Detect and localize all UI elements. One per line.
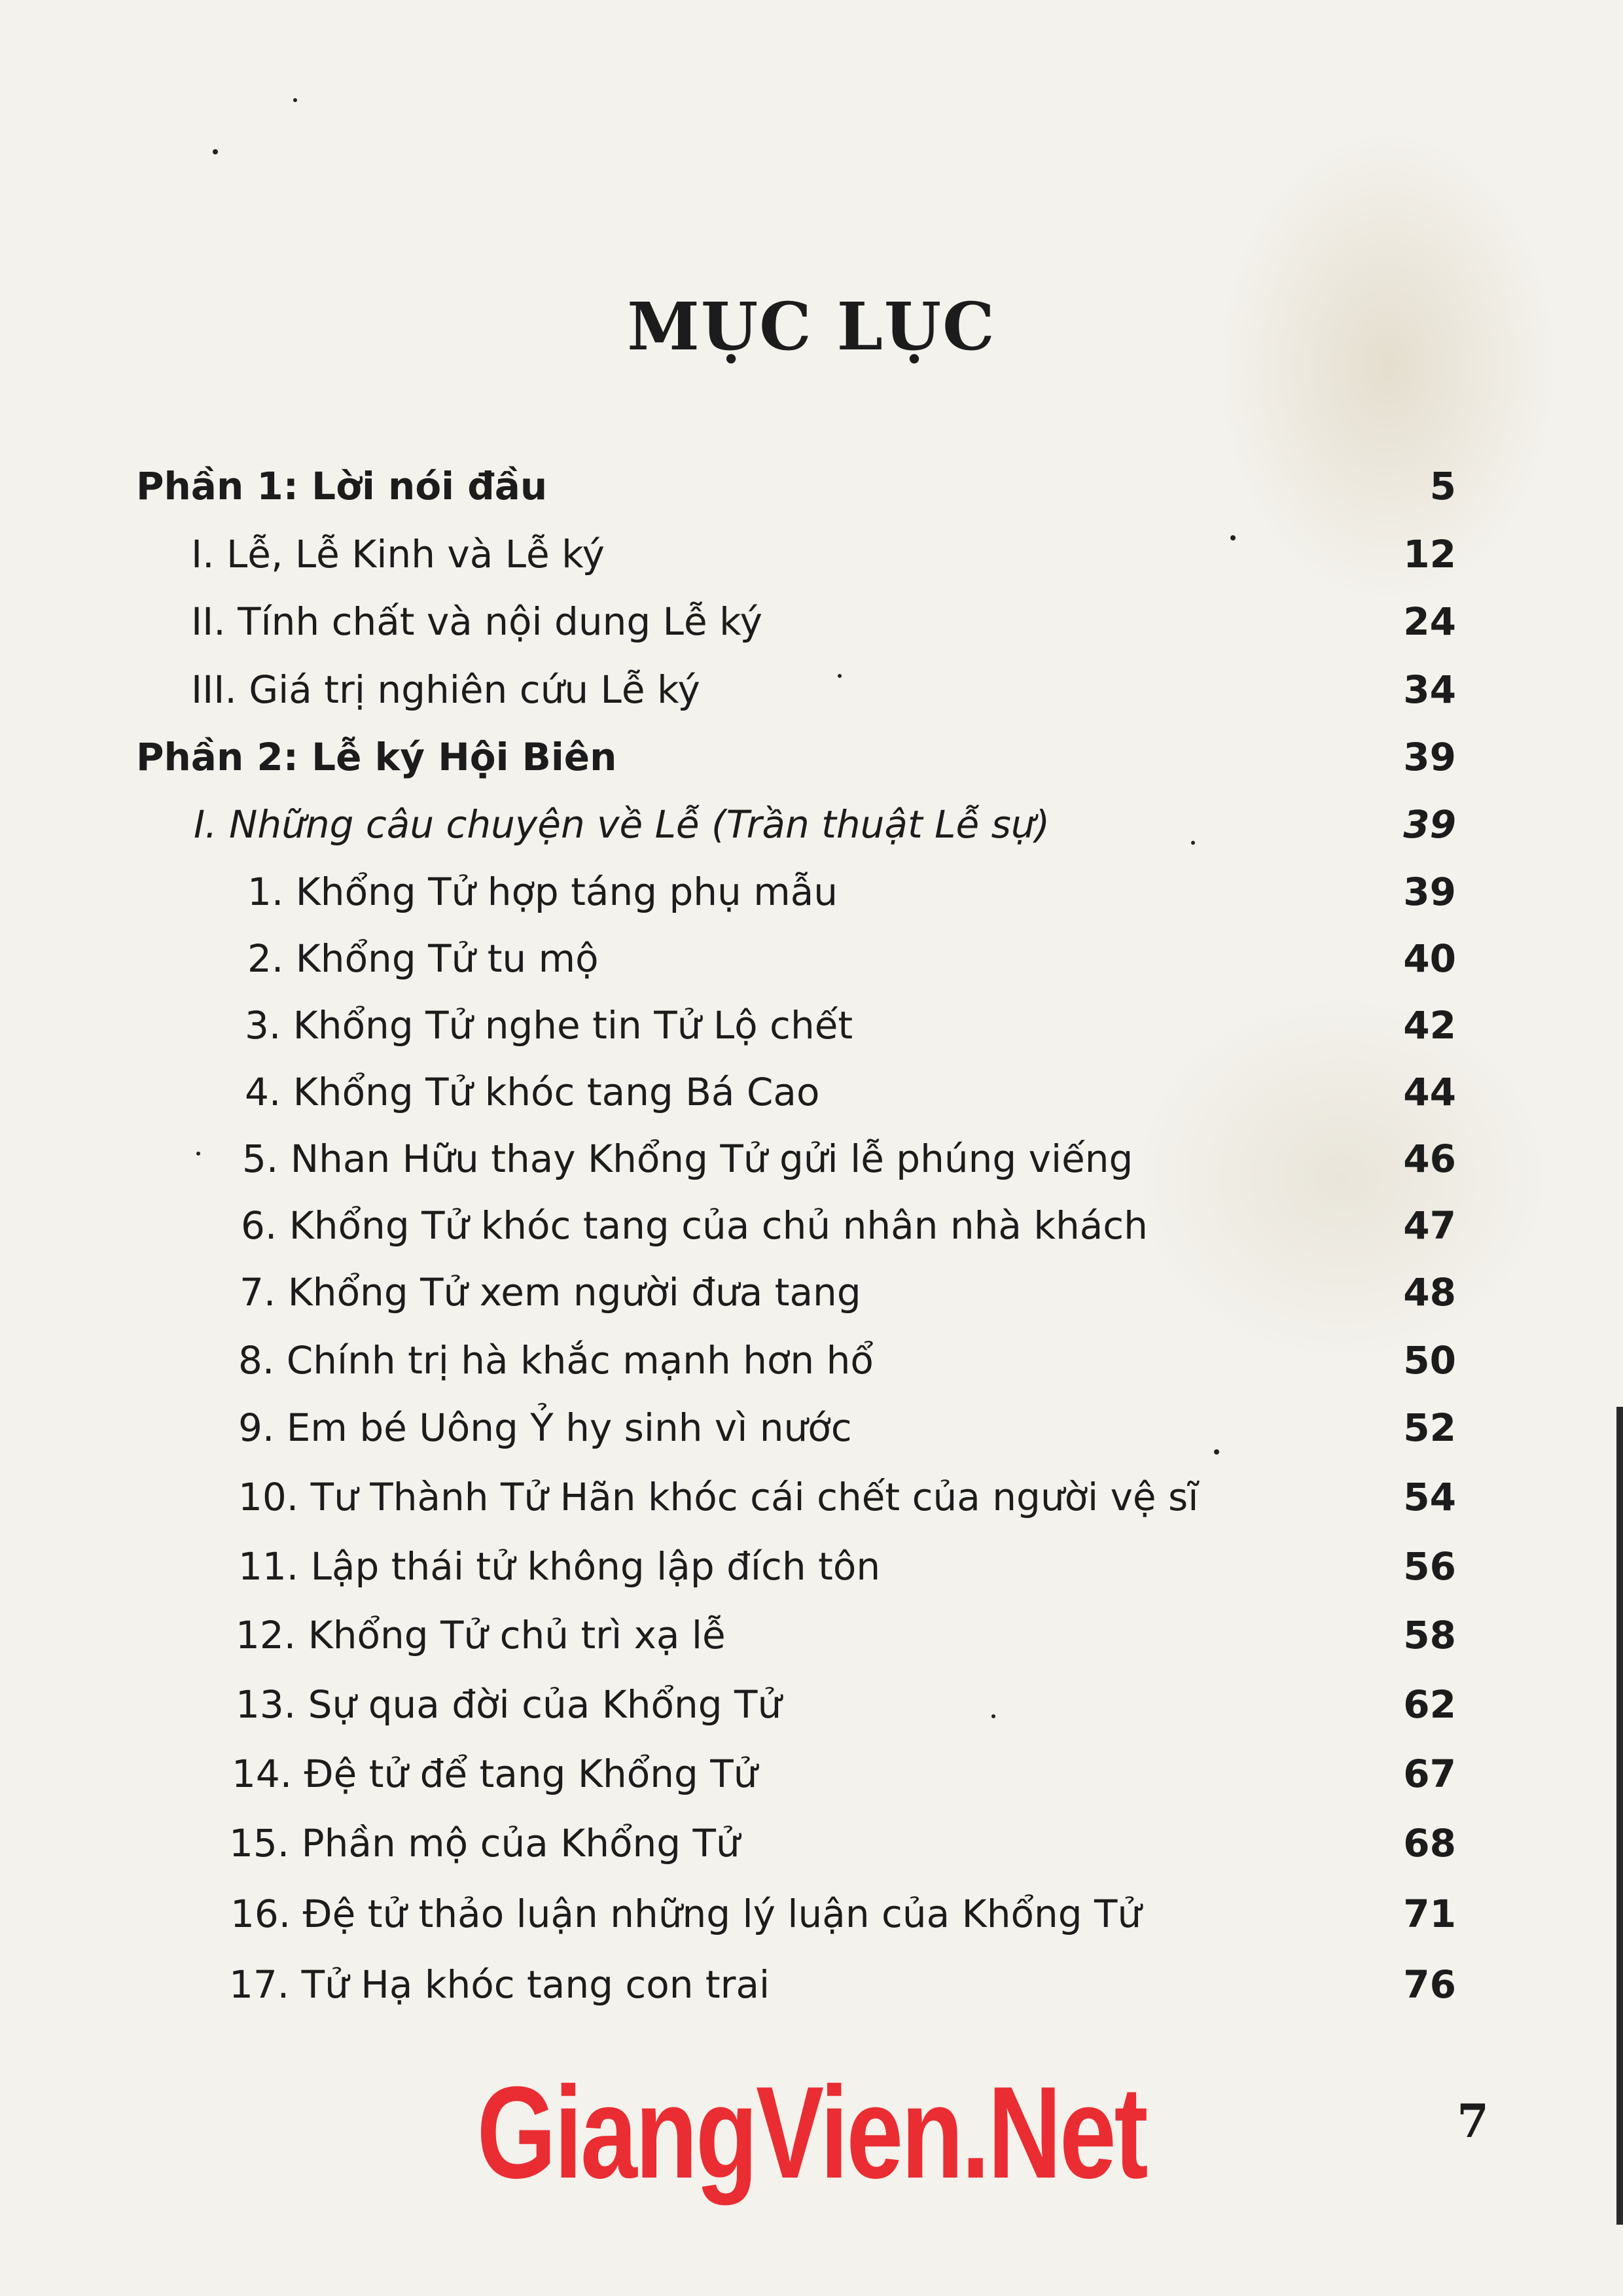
toc-entry-page: 54 — [1403, 1475, 1456, 1519]
toc-entry-label: III. Giá trị nghiên cứu Lễ ký — [191, 667, 700, 712]
toc-entry-label: 9. Em bé Uông Ỷ hy sinh vì nước — [238, 1405, 852, 1450]
toc-entry-label: Phần 1: Lời nói đầu — [136, 464, 548, 508]
toc-entry-section-3 — [0, 656, 1623, 724]
toc-entry-part-1 — [0, 452, 1623, 520]
toc-entry-label: 2. Khổng Tử tu mộ — [247, 936, 599, 981]
toc-entry-label: I. Lễ, Lễ Kinh và Lễ ký — [191, 532, 605, 576]
toc-entry-item-2 — [0, 925, 1623, 993]
toc-entry-page: 24 — [1403, 599, 1456, 644]
toc-entry-item-1 — [0, 858, 1623, 926]
toc-entry-page: 58 — [1403, 1613, 1456, 1657]
toc-entry-item-5 — [0, 1125, 1623, 1193]
scan-speck — [1214, 1449, 1219, 1455]
toc-entry-page: 50 — [1403, 1338, 1456, 1383]
toc-entry-label: 1. Khổng Tử hợp táng phụ mẫu — [247, 870, 838, 914]
toc-entry-item-13 — [0, 1670, 1623, 1739]
toc-entry-label: 6. Khổng Tử khóc tang của chủ nhân nhà khách — [241, 1203, 1148, 1248]
toc-entry-label: 17. Tử Hạ khóc tang con trai — [229, 1962, 770, 2007]
toc-entry-item-8 — [0, 1326, 1623, 1394]
toc-entry-page: 34 — [1403, 667, 1456, 712]
toc-entry-label: 13. Sự qua đời của Khổng Tử — [236, 1682, 782, 1727]
toc-entry-page: 76 — [1403, 1962, 1456, 2007]
toc-entry-label: 4. Khổng Tử khóc tang Bá Cao — [245, 1070, 820, 1114]
toc-entry-label: 15. Phần mộ của Khổng Tử — [229, 1821, 740, 1865]
scan-speck — [991, 1714, 995, 1718]
toc-entry-page: 56 — [1403, 1544, 1456, 1589]
toc-entry-page: 62 — [1403, 1682, 1456, 1727]
toc-entry-label: 8. Chính trị hà khắc mạnh hơn hổ — [238, 1338, 874, 1383]
scan-speck — [1191, 841, 1195, 845]
scan-speck — [293, 98, 297, 102]
toc-entry-page: 5 — [1429, 464, 1456, 508]
toc-entry-item-17 — [0, 1951, 1623, 2019]
toc-entry-item-12 — [0, 1601, 1623, 1669]
toc-entry-section-1 — [0, 520, 1623, 588]
scan-speck — [196, 1152, 200, 1156]
watermark-logo: GiangVien.Net — [476, 2060, 1147, 2206]
toc-entry-page: 67 — [1403, 1752, 1456, 1796]
toc-entry-part-2 — [0, 723, 1623, 791]
toc-entry-page: 12 — [1403, 532, 1456, 576]
toc-entry-chapter-1 — [0, 790, 1623, 858]
toc-entry-item-15 — [0, 1809, 1623, 1877]
toc-entry-label: 10. Tư Thành Tử Hãn khóc cái chết của người vệ sĩ — [238, 1475, 1199, 1519]
toc-entry-page: 39 — [1403, 870, 1456, 914]
toc-entry-item-7 — [0, 1258, 1623, 1326]
page-number: 7 — [1457, 2094, 1489, 2148]
toc-entry-page: 52 — [1403, 1405, 1456, 1450]
scan-speck — [213, 149, 218, 154]
toc-entry-label: 16. Đệ tử thảo luận những lý luận của Khổng Tử — [230, 1892, 1142, 1936]
toc-entry-page: 47 — [1403, 1203, 1456, 1248]
toc-entry-label: 12. Khổng Tử chủ trì xạ lễ — [236, 1613, 726, 1657]
toc-entry-page: 42 — [1403, 1003, 1456, 1048]
toc-entry-label: II. Tính chất và nội dung Lễ ký — [191, 599, 762, 644]
toc-entry-section-2 — [0, 588, 1623, 656]
toc-entry-label: 7. Khổng Tử xem người đưa tang — [240, 1270, 861, 1315]
toc-entry-page: 44 — [1403, 1070, 1456, 1114]
toc-entry-item-11 — [0, 1532, 1623, 1600]
toc-entry-label: 11. Lập thái tử không lập đích tôn — [238, 1544, 881, 1589]
toc-entry-item-4 — [0, 1058, 1623, 1126]
toc-entry-page: 48 — [1403, 1270, 1456, 1315]
toc-entry-label: 14. Đệ tử để tang Khổng Tử — [232, 1752, 758, 1796]
toc-entry-label: 3. Khổng Tử nghe tin Tử Lộ chết — [245, 1003, 853, 1048]
toc-entry-item-9 — [0, 1394, 1623, 1462]
toc-entry-page: 40 — [1403, 936, 1456, 981]
toc-entry-label: 5. Nhan Hữu thay Khổng Tử gửi lễ phúng viếng — [242, 1137, 1133, 1181]
toc-entry-label: Phần 2: Lễ ký Hội Biên — [136, 735, 617, 779]
toc-entry-page: 39 — [1403, 802, 1456, 847]
toc-entry-page: 39 — [1403, 735, 1456, 779]
scan-speck — [1230, 535, 1236, 540]
toc-entry-item-10 — [0, 1463, 1623, 1531]
toc-entry-page: 46 — [1403, 1137, 1456, 1181]
toc-entry-page: 68 — [1403, 1821, 1456, 1865]
page-title: MỤC LỤC — [627, 288, 996, 365]
toc-entry-item-16 — [0, 1880, 1623, 1948]
toc-entry-item-14 — [0, 1740, 1623, 1808]
toc-entry-label: I. Những câu chuyện về Lễ (Trần thuật Lễ sự) — [194, 802, 1050, 847]
scan-speck — [838, 674, 842, 678]
toc-entry-page: 71 — [1403, 1892, 1456, 1936]
toc-entry-item-3 — [0, 991, 1623, 1059]
toc-entry-item-6 — [0, 1192, 1623, 1260]
